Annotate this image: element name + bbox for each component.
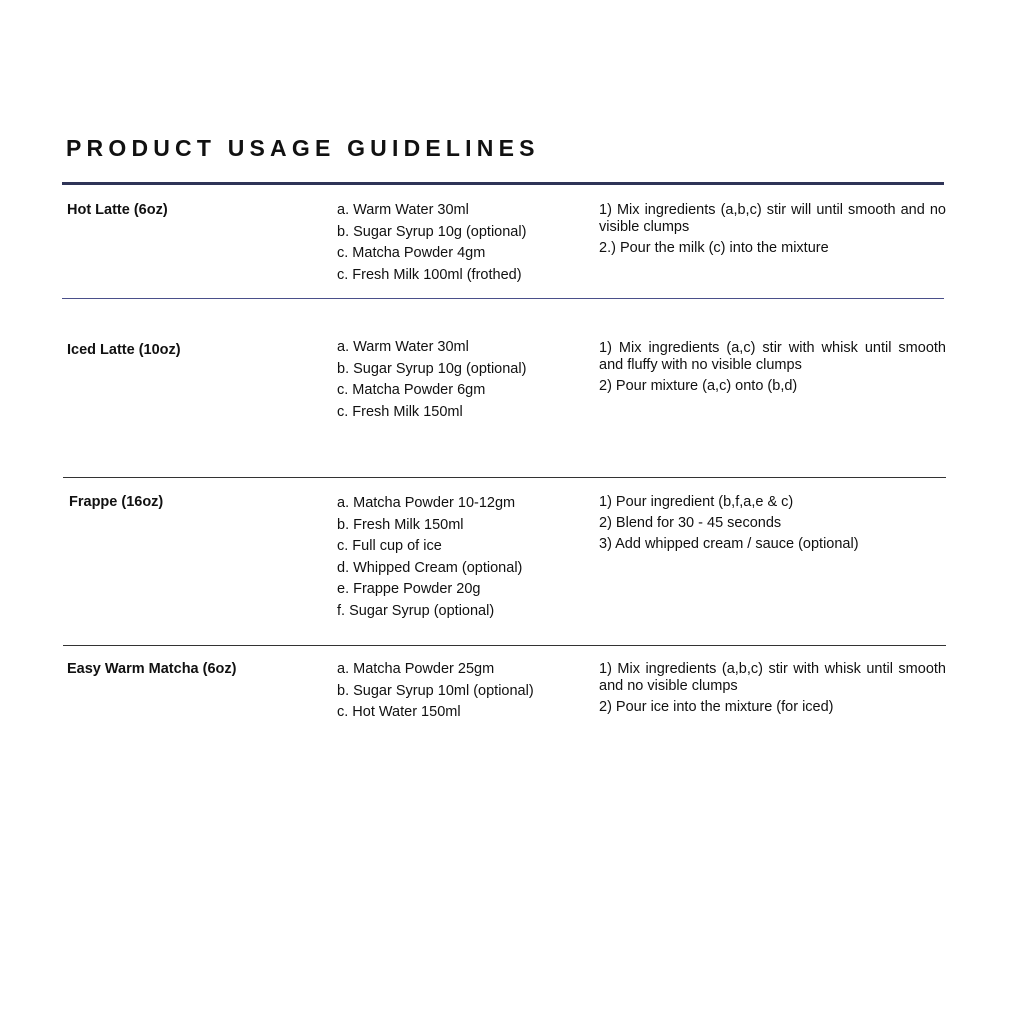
product-name-hot-latte: Hot Latte (6oz) xyxy=(67,202,168,218)
steps-frappe xyxy=(599,494,946,557)
step-item: 1) Mix ingredients (a,b,c) stir with whisk until smooth and no visible clumps xyxy=(599,661,946,694)
product-name-easy-warm-matcha: Easy Warm Matcha (6oz) xyxy=(67,661,237,677)
step-item: 2.) Pour the milk (c) into the mixture xyxy=(599,240,829,256)
ingredient-item: c. Hot Water 150ml xyxy=(337,704,461,720)
ingredient-item: d. Whipped Cream (optional) xyxy=(337,559,523,576)
step-item: 3) Add whipped cream / sauce (optional) xyxy=(599,536,859,552)
ingredients-iced-latte xyxy=(337,336,577,422)
step-item: 1) Mix ingredients (a,c) stir with whisk until smooth and fluffy with no visible clumps xyxy=(599,340,946,373)
ingredient-item: c. Matcha Powder 4gm xyxy=(337,245,486,261)
row-divider xyxy=(63,645,946,646)
row-divider xyxy=(63,477,946,478)
ingredient-item: c. Fresh Milk 100ml (frothed) xyxy=(337,266,522,283)
ingredient-item: f. Sugar Syrup (optional) xyxy=(337,602,495,619)
ingredient-item: a. Matcha Powder 25gm xyxy=(337,661,495,677)
ingredient-item: a. Matcha Powder 10-12gm xyxy=(337,495,516,511)
ingredient-item: b. Sugar Syrup 10g (optional) xyxy=(337,223,527,240)
ingredient-item: a. Warm Water 30ml xyxy=(337,202,469,218)
ingredient-item: e. Frappe Powder 20g xyxy=(337,581,481,597)
steps-iced-latte xyxy=(599,340,946,399)
ingredient-item: c. Fresh Milk 150ml xyxy=(337,403,463,420)
row-divider xyxy=(62,298,944,299)
header-divider xyxy=(62,182,944,185)
ingredient-item: b. Sugar Syrup 10g (optional) xyxy=(337,360,527,377)
ingredients-frappe xyxy=(337,492,577,621)
step-item: 1) Pour ingredient (b,f,a,e & c) xyxy=(599,494,794,510)
ingredient-item: c. Matcha Powder 6gm xyxy=(337,382,486,398)
ingredients-hot-latte xyxy=(337,199,577,285)
ingredient-item: b. Sugar Syrup 10ml (optional) xyxy=(337,682,534,699)
ingredient-item: c. Full cup of ice xyxy=(337,538,442,554)
product-name-frappe: Frappe (16oz) xyxy=(69,494,164,510)
ingredients-easy-warm-matcha xyxy=(337,658,577,723)
page-title: PRODUCT USAGE GUIDELINES xyxy=(66,135,540,161)
step-item: 1) Mix ingredients (a,b,c) stir will until smooth and no visible clumps xyxy=(599,202,946,235)
step-item: 2) Pour mixture (a,c) onto (b,d) xyxy=(599,378,798,394)
ingredient-item: a. Warm Water 30ml xyxy=(337,339,469,355)
step-item: 2) Blend for 30 - 45 seconds xyxy=(599,515,782,531)
ingredient-item: b. Fresh Milk 150ml xyxy=(337,516,464,533)
steps-hot-latte xyxy=(599,202,946,261)
product-name-iced-latte: Iced Latte (10oz) xyxy=(67,342,181,358)
steps-easy-warm-matcha xyxy=(599,661,946,720)
step-item: 2) Pour ice into the mixture (for iced) xyxy=(599,699,834,715)
